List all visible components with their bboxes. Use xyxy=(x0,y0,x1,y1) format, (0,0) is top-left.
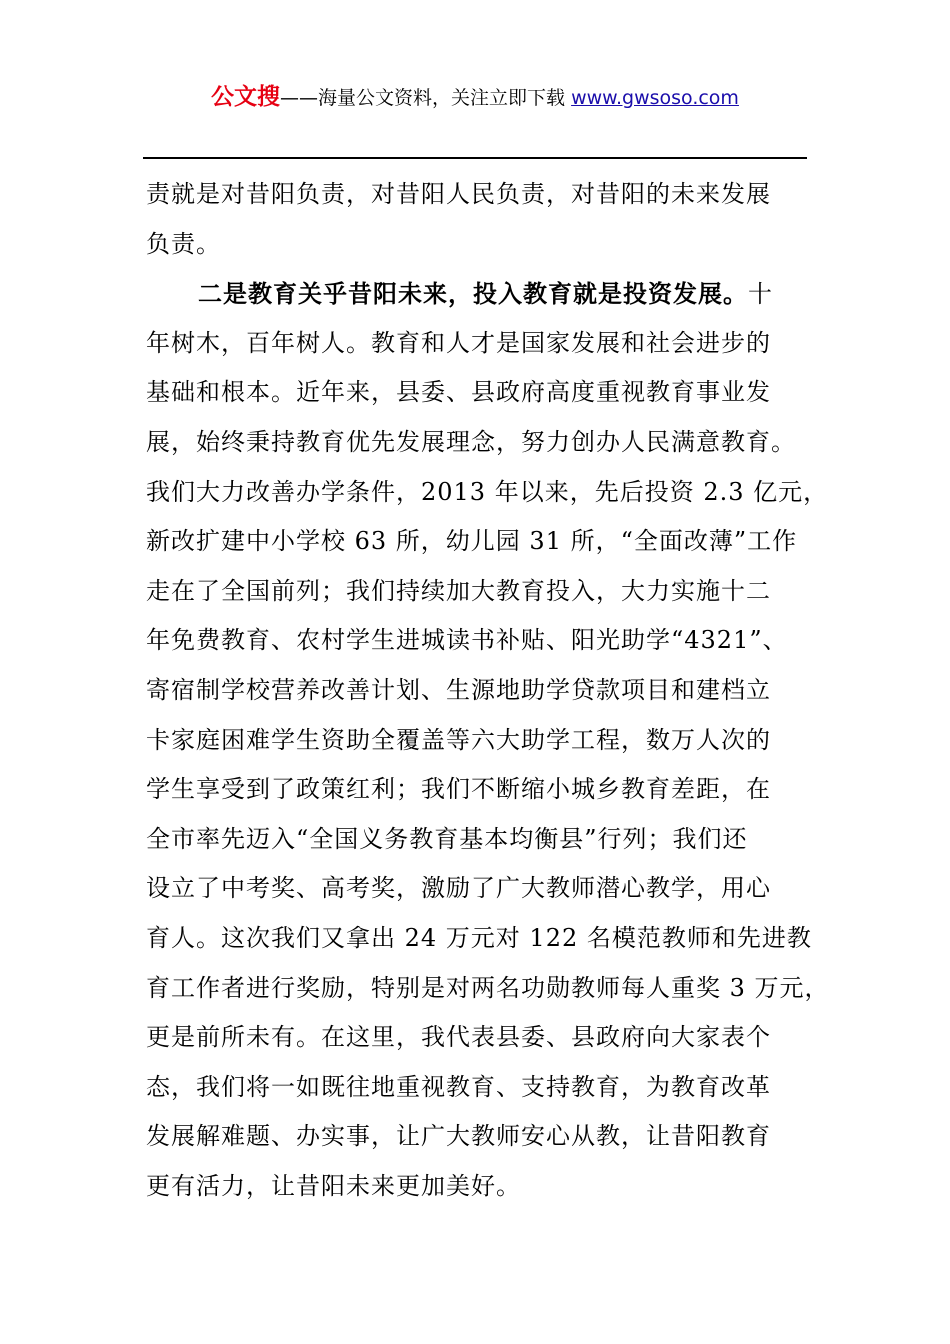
text-line: 责就是对昔阳负责，对昔阳人民负责，对昔阳的未来发展 xyxy=(146,180,771,208)
text-line: 更有活力，让昔阳未来更加美好。 xyxy=(146,1171,521,1200)
document-body xyxy=(146,170,830,1211)
paragraph-lead: 二是教育关乎昔阳未来，投入教育就是投资发展。 xyxy=(198,279,748,309)
text-line: 年树木，百年树人。教育和人才是国家发展和社会进步的 xyxy=(146,328,771,357)
page-header xyxy=(0,82,950,113)
text-line: 育人。这次我们又拿出 24 万元对 122 名模范教师和先进教 xyxy=(146,923,812,952)
text-line: 发展解难题、办实事，让广大教师安心从教，让昔阳教育 xyxy=(146,1122,771,1151)
website-link[interactable]: www.gwsoso.com xyxy=(571,87,739,109)
paragraph-lead-line xyxy=(146,269,826,319)
text-line: 走在了全国前列；我们持续加大教育投入，大力实施十二 xyxy=(146,576,771,605)
header-divider xyxy=(143,157,807,159)
text-line: 学生享受到了政策红利；我们不断缩小城乡教育差距，在 xyxy=(146,775,771,804)
header-tagline: ——海量公文资料，关注立即下载 xyxy=(280,87,566,109)
text-line: 态，我们将一如既往地重视教育、支持教育，为教育改革 xyxy=(146,1072,771,1101)
text-line: 年免费教育、农村学生进城读书补贴、阳光助学“4321”、 xyxy=(146,626,788,655)
brand-name: 公文搜 xyxy=(211,84,281,110)
text-line: 全市率先迈入“全国义务教育基本均衡县”行列；我们还 xyxy=(146,824,748,853)
text-line: 育工作者进行奖励，特别是对两名功勋教师每人重奖 3 万元， xyxy=(146,973,830,1002)
text-line: 更是前所未有。在这里，我代表县委、县政府向大家表个 xyxy=(146,1023,771,1052)
text-line: 基础和根本。近年来，县委、县政府高度重视教育事业发 xyxy=(146,378,771,407)
text-line: 展，始终秉持教育优先发展理念，努力创办人民满意教育。 xyxy=(146,427,796,456)
text-line: 设立了中考奖、高考奖，激励了广大教师潜心教学，用心 xyxy=(146,874,771,903)
text-line: 卡家庭困难学生资助全覆盖等六大助学工程，数万人次的 xyxy=(146,725,771,754)
text-line: 寄宿制学校营养改善计划、生源地助学贷款项目和建档立 xyxy=(146,675,771,704)
text-fragment: 十 xyxy=(748,280,773,309)
text-line: 新改扩建中小学校 63 所，幼儿园 31 所，“全面改薄”工作 xyxy=(146,527,798,556)
text-line: 负责。 xyxy=(146,229,221,258)
text-line: 我们大力改善办学条件，2013 年以来，先后投资 2.3 亿元， xyxy=(146,477,829,506)
